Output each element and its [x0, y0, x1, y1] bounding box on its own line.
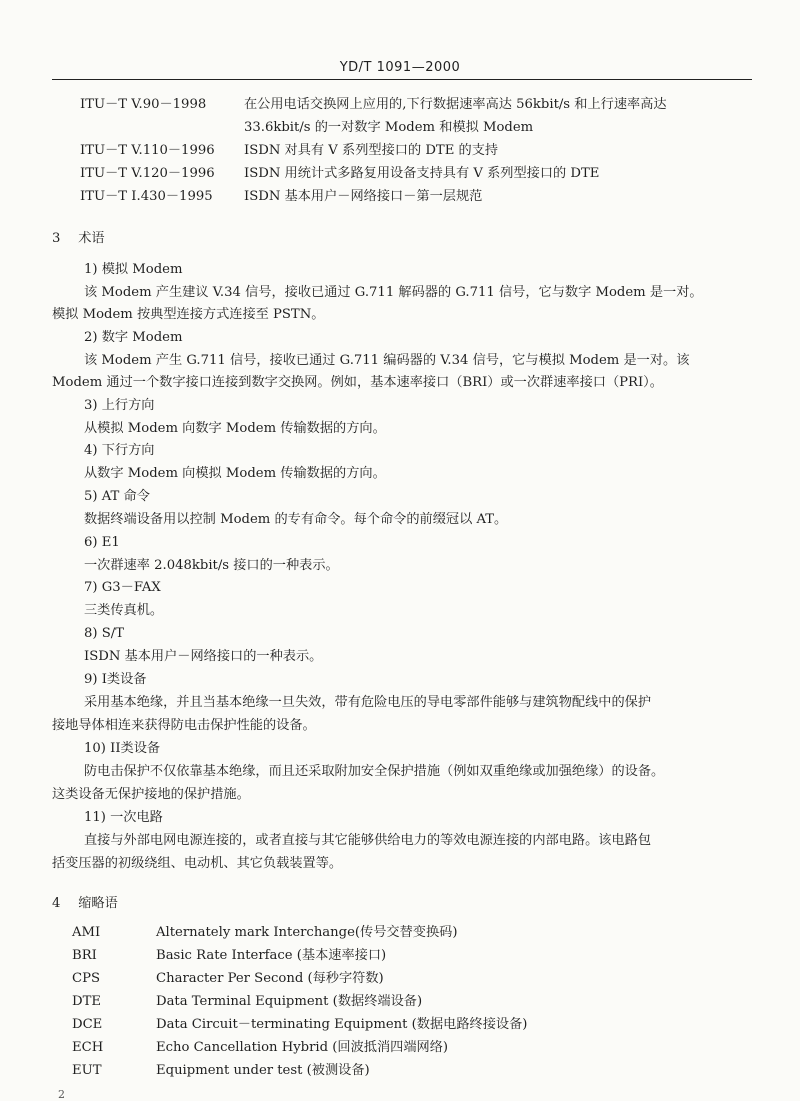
page-number: 2 [58, 1088, 65, 1101]
abbreviation: AMI [72, 925, 101, 940]
section-heading [52, 892, 118, 911]
term-body: ISDN 基本用户－网络接口的一种表示。 [84, 649, 323, 664]
reference-desc: 在公用电话交换网上应用的,下行数据速率高达 56kbit/s 和上行速率高达 [244, 97, 667, 112]
reference-code: ITU－T V.110－1996 [80, 143, 215, 158]
term-title: 8) S/T [84, 626, 125, 641]
section-title: 术语 [78, 231, 105, 246]
section-title: 缩略语 [78, 896, 118, 911]
abbreviation-definition: Echo Cancellation Hybrid (回波抵消四端网络) [156, 1040, 449, 1055]
term-body: 模拟 Modem 按典型连接方式连接至 PSTN。 [52, 307, 325, 322]
term-title: 6) E1 [84, 535, 120, 550]
abbreviation: CPS [72, 971, 100, 986]
abbreviation: DTE [72, 994, 101, 1009]
reference-desc: ISDN 基本用户－网络接口－第一层规范 [244, 189, 483, 204]
abbreviation: EUT [72, 1063, 102, 1078]
term-body: 防电击保护不仅依靠基本绝缘，而且还采取附加安全保护措施（例如双重绝缘或加强绝缘）的设备。 [84, 764, 665, 779]
term-body: 接地导体相连来获得防电击保护性能的设备。 [52, 718, 316, 733]
abbreviation: BRI [72, 948, 97, 963]
term-title: 5) AT 命令 [84, 489, 150, 504]
term-body: Modem 通过一个数字接口连接到数字交换网。例如，基本速率接口（BRI）或一次群速率接口（PRI）。 [52, 375, 663, 390]
term-title: 1) 模拟 Modem [84, 262, 183, 277]
abbreviation-definition: Character Per Second (每秒字符数) [156, 971, 384, 986]
term-title: 7) G3－FAX [84, 580, 161, 595]
term-body: 数据终端设备用以控制 Modem 的专有命令。每个命令的前缀冠以 AT。 [84, 512, 508, 527]
section-heading [52, 227, 105, 246]
term-body: 该 Modem 产生建议 V.34 信号，接收已通过 G.711 解码器的 G.711 信号，它与数字 Modem 是一对。 [84, 285, 703, 300]
abbreviation: ECH [72, 1040, 104, 1055]
term-title: 4) 下行方向 [84, 443, 155, 458]
reference-desc: ISDN 对具有 V 系列型接口的 DTE 的支持 [244, 143, 499, 158]
term-title: 10) II类设备 [84, 741, 161, 756]
abbreviation-definition: Data Terminal Equipment (数据终端设备) [156, 994, 423, 1009]
abbreviation-definition: Basic Rate Interface (基本速率接口) [156, 948, 387, 963]
reference-code: ITU－T V.120－1996 [80, 166, 215, 181]
abbreviation-definition: Data Circuit－terminating Equipment (数据电路终接设备) [156, 1017, 528, 1032]
term-body: 括变压器的初级绕组、电动机、其它负载装置等。 [52, 856, 343, 871]
header-rule [52, 79, 752, 80]
term-body: 这类设备无保护接地的保护措施。 [52, 787, 250, 802]
term-body: 直接与外部电网电源连接的，或者直接与其它能够供给电力的等效电源连接的内部电路。该电路包 [84, 833, 652, 848]
reference-desc-cont: 33.6kbit/s 的一对数字 Modem 和模拟 Modem [244, 120, 534, 135]
term-title: 2) 数字 Modem [84, 330, 183, 345]
abbreviation: DCE [72, 1017, 103, 1032]
term-body: 一次群速率 2.048kbit/s 接口的一种表示。 [84, 558, 339, 573]
reference-code: ITU－T V.90－1998 [80, 97, 207, 112]
term-title: 11) 一次电路 [84, 810, 163, 825]
reference-code: ITU－T I.430－1995 [80, 189, 213, 204]
term-title: 9) I类设备 [84, 672, 147, 687]
section-number: 4 [52, 896, 61, 911]
term-body: 采用基本绝缘，并且当基本绝缘一旦失效，带有危险电压的导电零部件能够与建筑物配线中的保护 [84, 695, 652, 710]
section-number: 3 [52, 231, 61, 246]
document-header: YD/T 1091—2000 [339, 60, 461, 75]
reference-desc: ISDN 用统计式多路复用设备支持具有 V 系列型接口的 DTE [244, 166, 600, 181]
abbreviation-definition: Equipment under test (被测设备) [156, 1063, 370, 1078]
term-body: 三类传真机。 [84, 603, 164, 618]
term-title: 3) 上行方向 [84, 398, 155, 413]
term-body: 从模拟 Modem 向数字 Modem 传输数据的方向。 [84, 421, 386, 436]
term-body: 该 Modem 产生 G.711 信号，接收已通过 G.711 编码器的 V.34 信号，它与模拟 Modem 是一对。该 [84, 353, 690, 368]
term-body: 从数字 Modem 向模拟 Modem 传输数据的方向。 [84, 466, 386, 481]
abbreviation-definition: Alternately mark Interchange(传号交替变换码) [156, 925, 458, 940]
